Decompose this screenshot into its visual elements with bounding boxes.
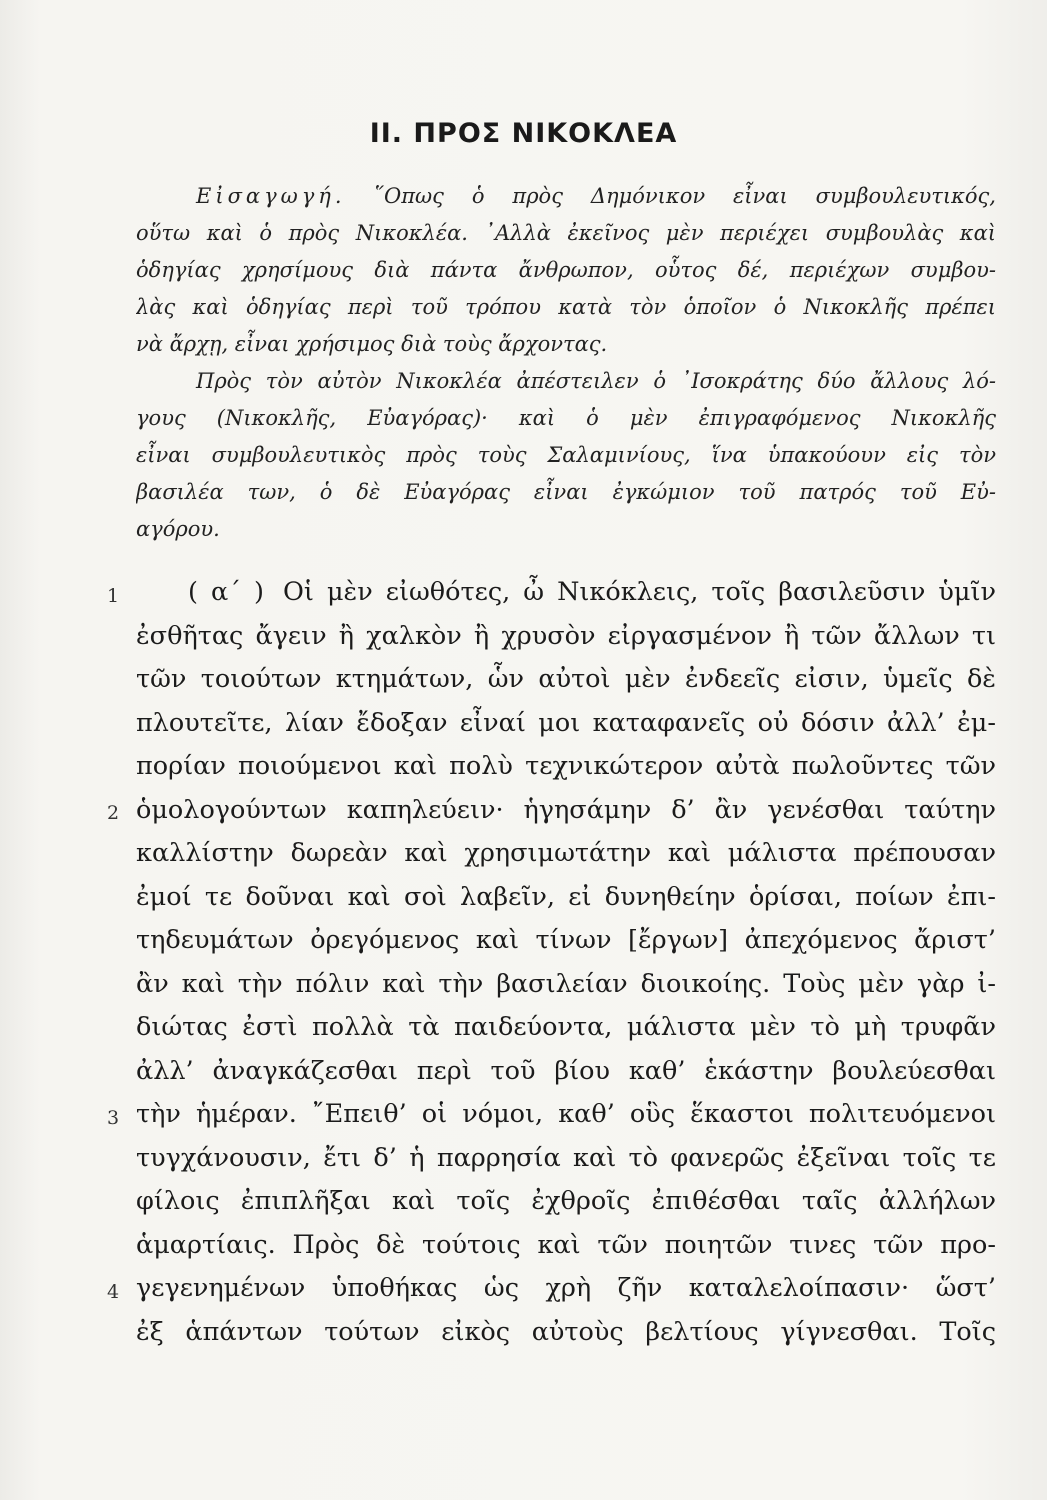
text-line: ἐσθῆτας ἄγειν ἢ χαλκὸν ἢ χρυσὸν εἰργασμένον ἢ τῶν ἄλλων τι <box>136 620 996 651</box>
intro-line: οὕτω καὶ ὁ πρὸς Νικοκλέα. ᾿Αλλὰ ἐκεῖνος μὲν περιέχει συμβουλὰς καὶ <box>136 221 996 245</box>
text-line: ἀλλ’ ἀναγκάζεσθαι περὶ τοῦ βίου καθ’ ἑκάστην βουλεύεσθαι <box>136 1055 996 1086</box>
intro-label: Εἰσαγωγή. <box>196 184 346 208</box>
margin-number: 2 <box>107 802 120 824</box>
margin-number: 1 <box>107 585 120 607</box>
text-line: τυγχάνουσιν, ἔτι δ’ ἡ παρρησία καὶ τὸ φανερῶς ἐξεῖναι τοῖς τε <box>136 1142 996 1173</box>
text-line: ἐξ ἁπάντων τούτων εἰκὸς αὐτοὺς βελτίους γίγνεσθαι. Τοῖς <box>136 1316 996 1347</box>
text-line: ἐμοί τε δοῦναι καὶ σοὶ λαβεῖν, εἰ δυνηθείην ὁρίσαι, ποίων ἐπι- <box>136 881 996 912</box>
introduction <box>136 178 996 548</box>
text-line: τηδευμάτων ὀρεγόμενος καὶ τίνων [ἔργων] ἀπεχόμενος ἄριστ’ <box>136 925 996 955</box>
text-line: ( α΄ ) Οἱ μὲν εἰωθότες, ὦ Νικόκλεις, τοῖς βασιλεῦσιν ὑμῖν <box>188 577 996 607</box>
intro-line: Εἰσαγωγή. ῞Οπως ὁ πρὸς Δημόνικον εἶναι συμβουλευτικός, <box>196 184 996 208</box>
section-label: ( α΄ ) <box>188 577 264 607</box>
intro-line: αγόρου. <box>136 517 220 541</box>
intro-line: εἶναι συμβουλευτικὸς πρὸς τοὺς Σαλαμινίους, ἵνα ὑπακούουν εἰς τὸν <box>136 443 996 467</box>
text-line: γεγενημένων ὑποθήκας ὡς χρὴ ζῆν καταλελοίπασιν· ὥστ’ <box>136 1273 996 1303</box>
main-text <box>136 571 996 1354</box>
chapter-heading: II. ΠΡΟΣ ΝΙΚΟΚΛΕΑ <box>369 118 678 149</box>
intro-line: ὁδηγίας χρησίμους διὰ πάντα ἄνθρωπον, οὗτος δέ, περιέχων συμβου- <box>136 258 996 282</box>
text-line: τὴν ἡμέραν. ῎Επειθ’ οἱ νόμοι, καθ’ οὓς ἕκαστοι πολιτευόμενοι <box>136 1099 996 1129</box>
margin-number: 4 <box>107 1281 120 1303</box>
text-line: διώτας ἐστὶ πολλὰ τὰ παιδεύοντα, μάλιστα μὲν τὸ μὴ τρυφᾶν <box>136 1012 996 1042</box>
text-line: καλλίστην δωρεὰν καὶ χρησιμωτάτην καὶ μάλιστα πρέπουσαν <box>136 838 996 868</box>
text-line: πλουτεῖτε, λίαν ἔδοξαν εἶναί μοι καταφανεῖς οὐ δόσιν ἀλλ’ ἐμ- <box>136 707 996 738</box>
text-line: φίλοις ἐπιπλῆξαι καὶ τοῖς ἐχθροῖς ἐπιθέσθαι ταῖς ἀλλήλων <box>136 1186 996 1216</box>
text-line: ἂν καὶ τὴν πόλιν καὶ τὴν βασιλείαν διοικοίης. Τοὺς μὲν γὰρ ἰ- <box>136 968 996 999</box>
margin-number: 3 <box>107 1107 120 1129</box>
text-line: ὁμολογούντων καπηλεύειν· ἡγησάμην δ’ ἂν γενέσθαι ταύτην <box>136 794 996 825</box>
text-line: ἁμαρτίαις. Πρὸς δὲ τούτοις καὶ τῶν ποιητῶν τινες τῶν προ- <box>136 1229 996 1260</box>
text-line: πορίαν ποιούμενοι καὶ πολὺ τεχνικώτερον αὐτὰ πωλοῦντες τῶν <box>136 751 996 781</box>
intro-line: λὰς καὶ ὁδηγίας περὶ τοῦ τρόπου κατὰ τὸν ὁποῖον ὁ Νικοκλῆς πρέπει <box>136 295 996 319</box>
intro-line: γους (Νικοκλῆς, Εὐαγόρας)· καὶ ὁ μὲν ἐπιγραφόμενος Νικοκλῆς <box>136 406 996 430</box>
text-line: τῶν τοιούτων κτημάτων, ὧν αὐτοὶ μὲν ἐνδεεῖς εἰσιν, ὑμεῖς δὲ <box>136 664 996 694</box>
intro-line: Πρὸς τὸν αὐτὸν Νικοκλέα ἀπέστειλεν ὁ ᾿Ισοκράτης δύο ἄλλους λό- <box>196 369 996 393</box>
intro-line: νὰ ἄρχῃ, εἶναι χρήσιμος διὰ τοὺς ἄρχοντας. <box>136 332 608 356</box>
intro-line: βασιλέα των, ὁ δὲ Εὐαγόρας εἶναι ἐγκώμιον τοῦ πατρός τοῦ Εὐ- <box>136 480 996 504</box>
